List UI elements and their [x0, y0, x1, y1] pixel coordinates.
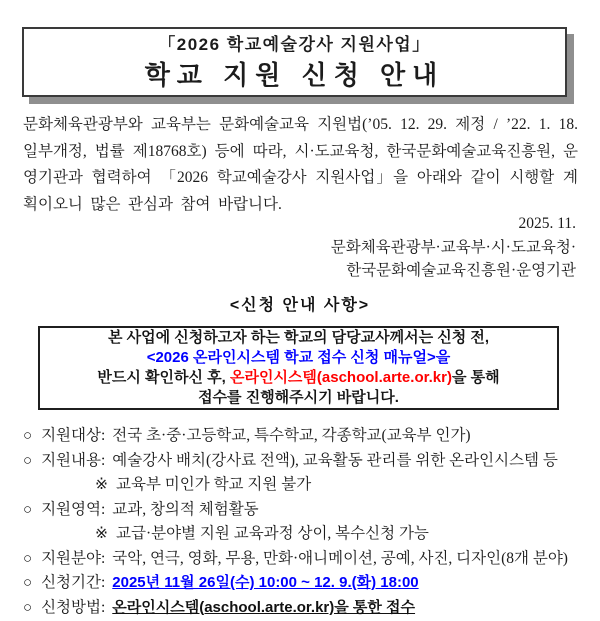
notice-box	[38, 326, 559, 410]
circle-bullet-icon: ○	[23, 428, 33, 444]
circle-bullet-icon: ○	[23, 550, 33, 567]
detail-label: 신청기간:	[41, 574, 106, 591]
detail-text: 전국 초·중·고등학교, 특수학교, 각종학교(교육부 인가)	[112, 427, 471, 444]
detail-label: 신청방법:	[41, 598, 106, 616]
detail-support-fields	[23, 547, 582, 572]
detail-note-multiple-application	[23, 522, 582, 547]
reference-mark-icon: ※	[95, 525, 108, 542]
title-box	[22, 27, 567, 97]
signature-date: 2025. 11.	[518, 215, 576, 232]
detail-text: 예술강사 배치(강사료 전액), 교육활동 관리를 위한 온라인시스템 등	[112, 451, 558, 469]
signature-orgs-line1: 문화체육관광부·교육부·시·도교육청·	[330, 238, 576, 256]
detail-label: 지원영역:	[41, 500, 106, 518]
signature-block	[331, 212, 576, 283]
reference-mark-icon: ※	[95, 476, 108, 493]
notice-line-3-suffix: 을 통해	[451, 369, 500, 386]
detail-text: 국악, 연극, 영화, 무용, 만화·애니메이션, 공예, 사진, 디자인(8개 분야)	[112, 549, 568, 567]
detail-application-period	[23, 571, 582, 596]
circle-bullet-icon: ○	[23, 452, 33, 469]
detail-text: 교과, 창의적 체험활동	[112, 500, 259, 518]
application-period-value: 2025년 11월 26일(수) 10:00 ~ 12. 9.(화) 18:00	[112, 574, 419, 591]
notice-manual-emphasis: <2026 온라인시스템 학교 접수 신청 매뉴얼>을	[146, 349, 451, 366]
online-system-link[interactable]: 온라인시스템(aschool.arte.or.kr)	[229, 369, 452, 386]
detail-support-area	[23, 498, 582, 523]
detail-label: 지원내용:	[41, 451, 106, 469]
notice-line-1: 본 사업에 신청하고자 하는 학교의 담당교사께서는 신청 전,	[107, 329, 490, 346]
notice-line-3	[97, 368, 499, 388]
circle-bullet-icon: ○	[23, 575, 33, 591]
notice-line-4: 접수를 진행해주시기 바랍니다.	[198, 389, 399, 406]
application-method-link[interactable]: 온라인시스템(aschool.arte.or.kr)을 통한 접수	[112, 598, 416, 616]
circle-bullet-icon: ○	[23, 501, 33, 518]
notice-line-3-prefix: 반드시 확인하신 후,	[97, 369, 230, 386]
detail-note-unaccredited	[23, 473, 582, 498]
circle-bullet-icon: ○	[23, 599, 33, 616]
detail-application-method	[23, 596, 582, 621]
section-heading: <신청 안내 사항>	[229, 297, 371, 314]
detail-list	[23, 424, 582, 620]
note-text: 교육부 미인가 학교 지원 불가	[116, 476, 312, 493]
detail-support-content	[23, 449, 582, 474]
program-title: 「2026 학교예술강사 지원사업」	[158, 34, 431, 54]
note-text: 교급·분야별 지원 교육과정 상이, 복수신청 가능	[116, 525, 429, 542]
detail-label: 지원분야:	[41, 549, 106, 567]
detail-label: 지원대상:	[41, 427, 106, 444]
signature-orgs-line2: 한국문화예술교육진흥원·운영기관	[346, 262, 576, 279]
document-title: 학교 지원 신청 안내	[144, 59, 445, 90]
intro-paragraph: 문화체육관광부와 교육부는 문화예술교육 지원법(’05. 12. 29. 제정 / ’22. 1. 18. 일부개정, 법률 제18768호) 등에 따라, 시·도교육청, 한국문화예술교육진흥원, 운영기관과 협력하여 「2026 학교예술강사 지원사업」을 아래와 같이 시행할 계획이오니 많은 관심과 참여 바랍니다.	[23, 116, 578, 213]
detail-support-target	[23, 424, 582, 449]
